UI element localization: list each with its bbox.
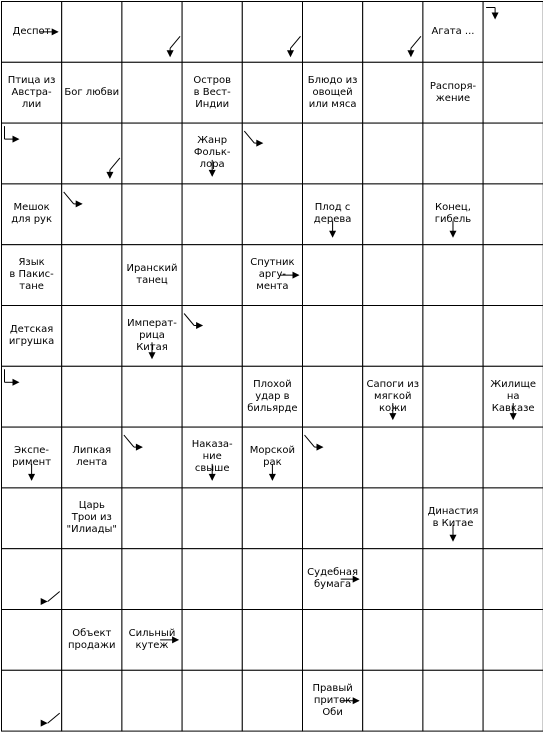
clue-text: Наказа- ние свыше [191,439,233,475]
answer-cell[interactable] [122,366,182,427]
answer-cell[interactable] [303,306,363,367]
answer-cell[interactable] [182,610,242,671]
answer-cell[interactable] [182,549,242,610]
answer-cell[interactable] [423,427,483,488]
clue-text: Блюдо из овощей или мяса [307,74,358,110]
answer-cell[interactable] [303,427,363,488]
answer-cell[interactable] [363,62,423,123]
answer-cell[interactable] [182,488,242,549]
answer-cell[interactable] [303,366,363,427]
answer-cell[interactable] [242,2,302,63]
clue-text: Бог любви [64,86,120,98]
answer-cell[interactable] [122,123,182,184]
answer-cell[interactable] [62,549,122,610]
answer-cell[interactable] [303,123,363,184]
answer-cell[interactable] [483,427,543,488]
answer-cell[interactable] [182,366,242,427]
answer-cell[interactable] [303,245,363,306]
answer-cell[interactable] [363,245,423,306]
answer-cell[interactable] [483,184,543,245]
answer-cell[interactable] [2,670,62,731]
clue-text: Детская игрушка [8,323,55,347]
answer-cell[interactable] [182,670,242,731]
answer-cell[interactable] [423,549,483,610]
answer-cell[interactable] [363,306,423,367]
answer-cell[interactable] [363,610,423,671]
clue-text: Иранский танец [126,263,178,287]
answer-cell[interactable] [122,2,182,63]
answer-cell[interactable] [363,184,423,245]
answer-cell[interactable] [423,670,483,731]
clue-text: Объект продажи [68,627,116,651]
answer-cell[interactable] [122,427,182,488]
clue-text: Липкая лента [72,445,112,469]
clue-text: Конец, гибель [434,202,472,226]
clue-text: Экспе- римент [12,445,52,469]
answer-cell[interactable] [483,306,543,367]
clue-text: Сапоги из мягкой кожи [366,378,420,414]
clue-text: Деспот [12,25,51,37]
answer-cell[interactable] [122,549,182,610]
answer-cell[interactable] [122,62,182,123]
clue-text: Птица из Австра- лии [7,74,56,110]
answer-cell[interactable] [303,610,363,671]
clue-text: Сильный кутеж [128,627,176,651]
answer-cell[interactable] [242,306,302,367]
clue-text: Спутник аргу- мента [250,257,295,293]
answer-cell[interactable] [182,184,242,245]
answer-cell[interactable] [303,2,363,63]
answer-cell[interactable] [122,488,182,549]
clue-text: Распоря- жение [429,80,477,104]
answer-cell[interactable] [242,610,302,671]
answer-cell[interactable] [62,2,122,63]
answer-cell[interactable] [242,670,302,731]
answer-cell[interactable] [483,549,543,610]
answer-cell[interactable] [2,366,62,427]
answer-cell[interactable] [483,2,543,63]
answer-cell[interactable] [363,549,423,610]
answer-cell[interactable] [423,306,483,367]
answer-cell[interactable] [62,123,122,184]
answer-cell[interactable] [363,2,423,63]
answer-cell[interactable] [62,670,122,731]
answer-cell[interactable] [122,184,182,245]
clue-text: Жилище на Кавказе [490,378,537,414]
clue-text: Мешок для рук [11,202,52,226]
clue-text: Остров в Вест- Индии [193,74,231,110]
answer-cell[interactable] [2,123,62,184]
answer-cell[interactable] [242,123,302,184]
answer-cell[interactable] [182,2,242,63]
answer-cell[interactable] [483,670,543,731]
answer-cell[interactable] [423,610,483,671]
answer-cell[interactable] [303,488,363,549]
answer-cell[interactable] [182,306,242,367]
answer-cell[interactable] [363,123,423,184]
answer-cell[interactable] [363,427,423,488]
clue-text: Плод с дерева [313,202,352,226]
answer-cell[interactable] [2,610,62,671]
clue-text: Царь Трои из "Илиады" [66,500,118,536]
answer-cell[interactable] [423,123,483,184]
answer-cell[interactable] [423,245,483,306]
answer-cell[interactable] [242,549,302,610]
answer-cell[interactable] [242,488,302,549]
answer-cell[interactable] [483,488,543,549]
clue-text: Морской рак [249,445,296,469]
answer-cell[interactable] [62,306,122,367]
clue-text: Плохой удар в бильярде [247,378,298,414]
answer-cell[interactable] [122,670,182,731]
clue-text: Жанр Фольк- лора [193,135,231,171]
answer-cell[interactable] [423,366,483,427]
clue-text: Правый приток Оби [312,682,353,718]
answer-cell[interactable] [483,123,543,184]
answer-cell[interactable] [483,62,543,123]
answer-cell[interactable] [182,245,242,306]
answer-cell[interactable] [242,184,302,245]
answer-cell[interactable] [62,184,122,245]
answer-cell[interactable] [242,62,302,123]
answer-cell[interactable] [483,245,543,306]
answer-cell[interactable] [2,488,62,549]
answer-cell[interactable] [483,610,543,671]
clue-text: Агата ... [431,25,475,37]
clue-text: Императ- рица Китая [127,317,177,353]
answer-cell[interactable] [2,549,62,610]
clue-text: Язык в Пакис- тане [9,257,54,293]
answer-cell[interactable] [62,245,122,306]
clue-text: Судебная бумага [307,567,358,591]
answer-cell[interactable] [363,670,423,731]
answer-cell[interactable] [363,488,423,549]
answer-cell[interactable] [62,366,122,427]
clue-text: Династия в Китае [427,506,479,530]
